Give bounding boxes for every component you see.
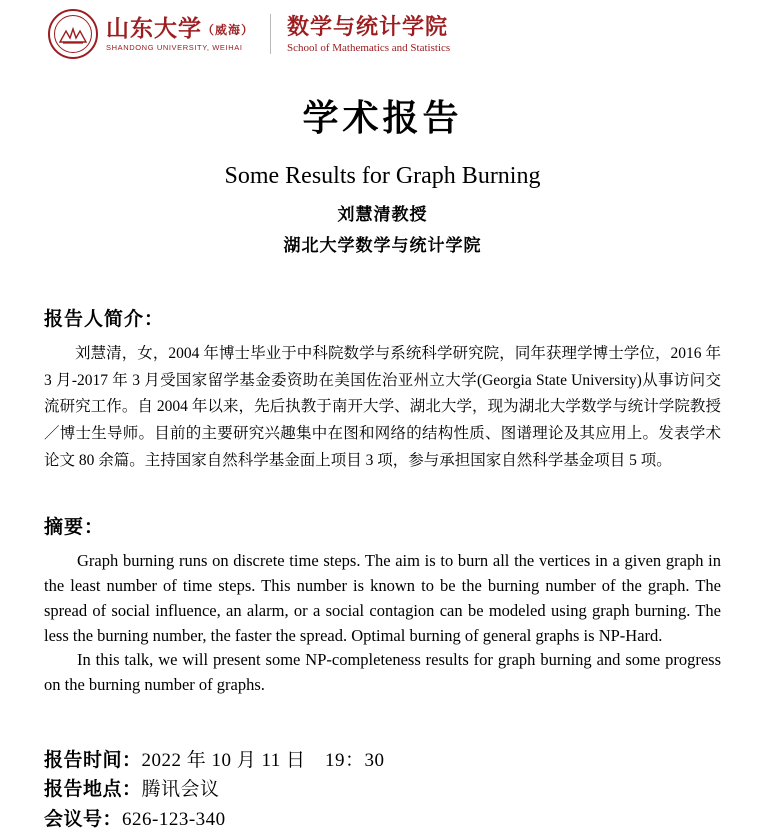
emblem-mountain-glyph (59, 26, 87, 44)
bio-paragraph: 刘慧清，女，2004 年博士毕业于中科院数学与系统科学研究院，同年获理学博士学位，2016 年 3 月-2017 年 3 月受国家留学基金委资助在美国佐治亚州立大学(Georgia State University)从事访问交流研究工作。自 2004 年以来，先后执教于南开大学、湖北大学，现为湖北大学数学与统计学院教授／博士生导师。目前的主要研究兴趣集中在图和网络的结构性质、图谱理论及其应用上。发表学术论文 80 余篇。主持国家自然科学基金面上项目 3 项，参与承担国家自然科学基金项目 5 项。 (44, 345, 721, 469)
event-place-label: 报告地点： (44, 779, 142, 801)
event-meeting-value: 626-123-340 (122, 808, 226, 830)
bio-heading: 报告人简介： (44, 309, 165, 330)
university-wordmark (106, 17, 254, 52)
university-campus-text: （威海） (202, 22, 255, 37)
school-wordmark (287, 14, 450, 55)
school-name-cn: 数学与统计学院 (287, 13, 449, 39)
university-emblem-icon (48, 9, 98, 59)
abstract-heading: 摘要： (44, 517, 105, 539)
abstract-section (44, 512, 721, 698)
event-meeting-line (44, 805, 765, 834)
event-info (44, 746, 765, 834)
speaker-name: 刘慧清教授 (337, 205, 428, 224)
page-header (0, 0, 765, 56)
event-place-line (44, 775, 765, 804)
page-title: 学术报告 (302, 98, 463, 138)
school-name-en: School of Mathematics and Statistics (287, 41, 451, 54)
abstract-paragraph-1: Graph burning runs on discrete time steps. The aim is to burn all the vertices in a given graph in the least number of time steps. This number is known to be the burning number of the graph. The spread of social influence, an alarm, or a social contagion can be modeled using graph burning. The less the burning number, the faster the spread. Optimal burning of general graphs is NP-Hard. (44, 551, 721, 645)
abstract-paragraph-2: In this talk, we will present some NP-completeness results for graph burning and some progress on the burning number of graphs. (44, 650, 721, 695)
event-time-label: 报告时间： (44, 749, 142, 771)
bio-body (44, 341, 721, 474)
university-name-en: SHANDONG UNIVERSITY, WEIHAI (106, 42, 243, 52)
header-divider (270, 14, 271, 54)
university-name-cn-text: 山东大学 (106, 15, 202, 41)
abstract-body (44, 549, 721, 698)
bio-section (44, 304, 721, 474)
event-time-value: 2022 年 10 月 11 日 19：30 (141, 749, 385, 771)
speaker-affiliation: 湖北大学数学与统计学院 (283, 236, 482, 255)
event-time-line (44, 746, 765, 775)
talk-title: Some Results for Graph Burning (224, 163, 541, 189)
event-place-value: 腾讯会议 (141, 779, 220, 801)
university-name-cn (106, 17, 254, 40)
event-meeting-label: 会议号： (44, 808, 123, 830)
